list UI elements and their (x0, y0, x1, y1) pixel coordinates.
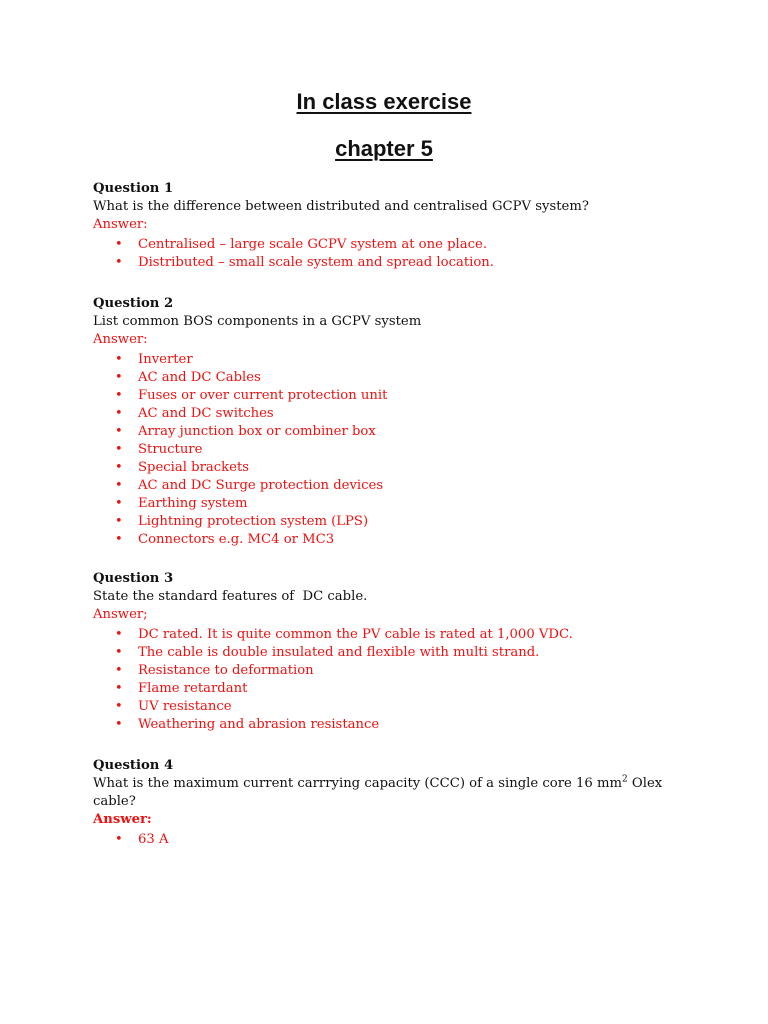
question-2-heading: Question 2 (93, 296, 174, 311)
bullet-icon: • (115, 717, 123, 732)
bullet-icon: • (115, 424, 123, 439)
list-item: • Centralised – large scale GCPV system at one place. (115, 237, 488, 252)
list-item: • Distributed – small scale system and spread location. (115, 255, 494, 270)
question-2-text: List common BOS components in a GCPV system (93, 314, 422, 329)
question-2-block (93, 295, 693, 549)
list-item: • Lightning protection system (LPS) (115, 514, 369, 529)
bullet-icon: • (115, 478, 123, 493)
question-3-answer-list (93, 626, 693, 734)
bullet-icon: • (115, 514, 123, 529)
bullet-icon: • (115, 496, 123, 511)
bullet-icon: • (115, 388, 123, 403)
bullet-icon: • (115, 532, 123, 547)
bullet-icon: • (115, 645, 123, 660)
list-item: • Weathering and abrasion resistance (115, 717, 380, 732)
bullet-icon: • (115, 663, 123, 678)
list-item: • AC and DC Cables (115, 370, 261, 385)
question-1-answer-label: Answer: (93, 217, 148, 232)
question-4-heading: Question 4 (93, 758, 174, 773)
list-item: • 63 A (115, 832, 169, 847)
list-item: • Special brackets (115, 460, 250, 475)
question-3-text: State the standard features of DC cable. (93, 589, 368, 604)
list-item: • Inverter (115, 352, 193, 367)
list-item: • Array junction box or combiner box (115, 424, 376, 439)
document-title: In class exercise (296, 89, 472, 114)
bullet-icon: • (115, 352, 123, 367)
question-4-text-line2: cable? (93, 794, 136, 809)
bullet-icon: • (115, 699, 123, 714)
bullet-icon: • (115, 681, 123, 696)
bullet-icon: • (115, 237, 123, 252)
list-item: • Connectors e.g. MC4 or MC3 (115, 532, 335, 547)
question-1-text: What is the difference between distributed and centralised GCPV system? (93, 199, 589, 214)
list-item: • Flame retardant (115, 681, 248, 696)
question-2-answer-list (93, 351, 693, 549)
list-item: • Earthing system (115, 496, 248, 511)
bullet-icon: • (115, 832, 123, 847)
question-4-answer-list (93, 831, 693, 849)
bullet-icon: • (115, 370, 123, 385)
list-item: • Resistance to deformation (115, 663, 314, 678)
bullet-icon: • (115, 442, 123, 457)
document-subtitle: chapter 5 (335, 136, 433, 161)
bullet-icon: • (115, 406, 123, 421)
question-3-block (93, 570, 693, 734)
list-item: • AC and DC switches (115, 406, 274, 421)
question-3-answer-label: Answer; (93, 607, 148, 622)
list-item: • UV resistance (115, 699, 232, 714)
question-4-answer-label: Answer: (93, 812, 152, 827)
bullet-icon: • (115, 627, 123, 642)
question-1-answer-list (93, 236, 693, 272)
question-3-heading: Question 3 (93, 571, 174, 586)
bullet-icon: • (115, 255, 123, 270)
list-item: • The cable is double insulated and flexible with multi strand. (115, 645, 540, 660)
list-item: • DC rated. It is quite common the PV cable is rated at 1,000 VDC. (115, 627, 573, 642)
bullet-icon: • (115, 460, 123, 475)
list-item: • AC and DC Surge protection devices (115, 478, 384, 493)
question-4-block (93, 757, 693, 849)
question-1-block (93, 180, 693, 272)
list-item: • Structure (115, 442, 203, 457)
question-2-answer-label: Answer: (93, 332, 148, 347)
list-item: • Fuses or over current protection unit (115, 388, 388, 403)
question-4-text: What is the maximum current carrrying capacity (CCC) of a single core 16 $mm^2$ Olex (93, 774, 663, 791)
question-1-heading: Question 1 (93, 181, 174, 196)
